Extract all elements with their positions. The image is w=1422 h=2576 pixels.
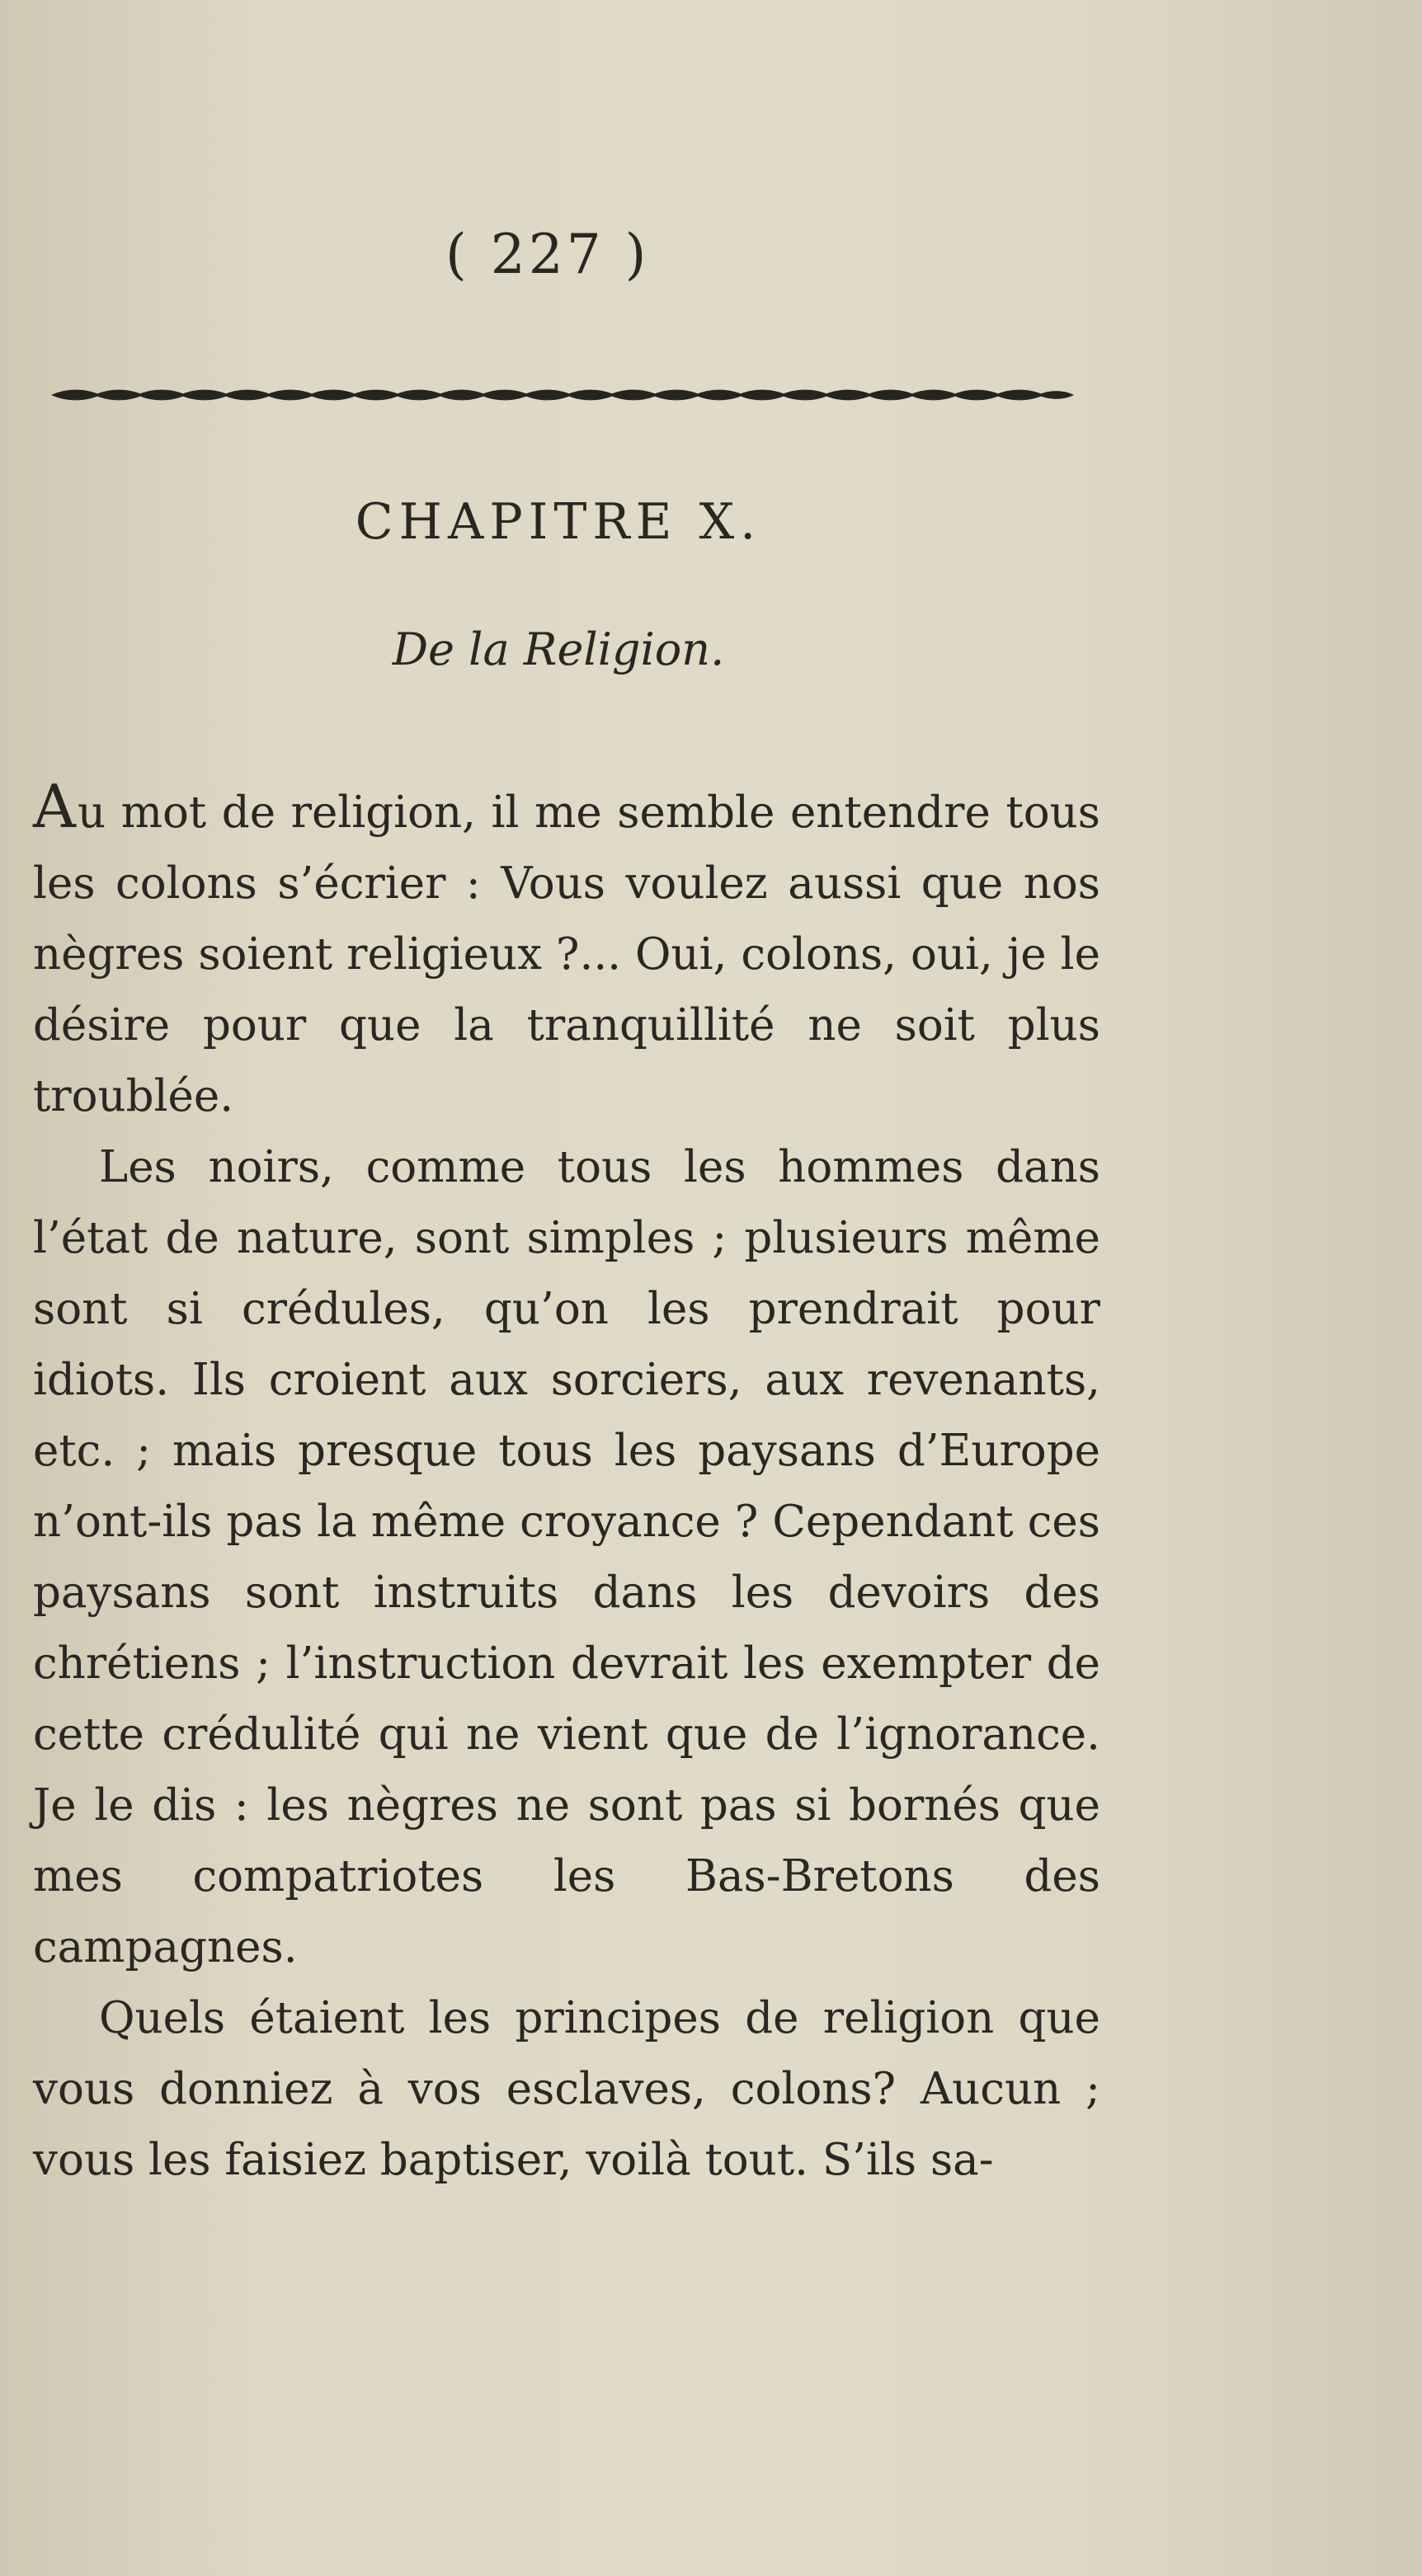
body-text — [33, 772, 1100, 2196]
page-number: ( 227 ) — [445, 223, 650, 286]
paragraph-2: Les noirs, comme tous les hommes dans l’état de nature, sont simples ; plusieurs même sont si crédules, qu’on les prendrait pour idiots. Ils croient aux sorciers, aux revenants, etc. ; mais presque tous les paysans d’Europe n’ont-ils pas la même croyance ? Cependant ces paysans sont instruits dans les devoirs des chrétiens ; l’instruction devrait les exempter de cette crédulité qui ne vient que de l’ignorance. Je le dis : les nègres ne sont pas si bornés que mes compatriotes les Bas-Bretons des campagnes. — [33, 1142, 1100, 1972]
chapter-title: CHAPITRE X. — [355, 493, 762, 551]
paragraph-1 — [33, 772, 1100, 1132]
initial-letter: A — [33, 772, 78, 841]
page-edge-shadow — [1125, 0, 1422, 2576]
paragraph-3: Quels étaient les principes de religion que vous donniez à vos esclaves, colons? Aucun ; vous les faisiez baptiser, voilà tout. S’ils sa- — [33, 1993, 1100, 2185]
paragraph-1-text: u mot de religion, il me semble entendre tous les colons s’écrier : Vous voulez aussi que nos nègres soient religieux ?... Oui, colons, oui, je le désire pour que la tranquillité ne soit plus troublée. — [33, 787, 1100, 1121]
chapter-subtitle: De la Religion. — [392, 623, 725, 675]
decorative-rule — [51, 386, 1074, 404]
